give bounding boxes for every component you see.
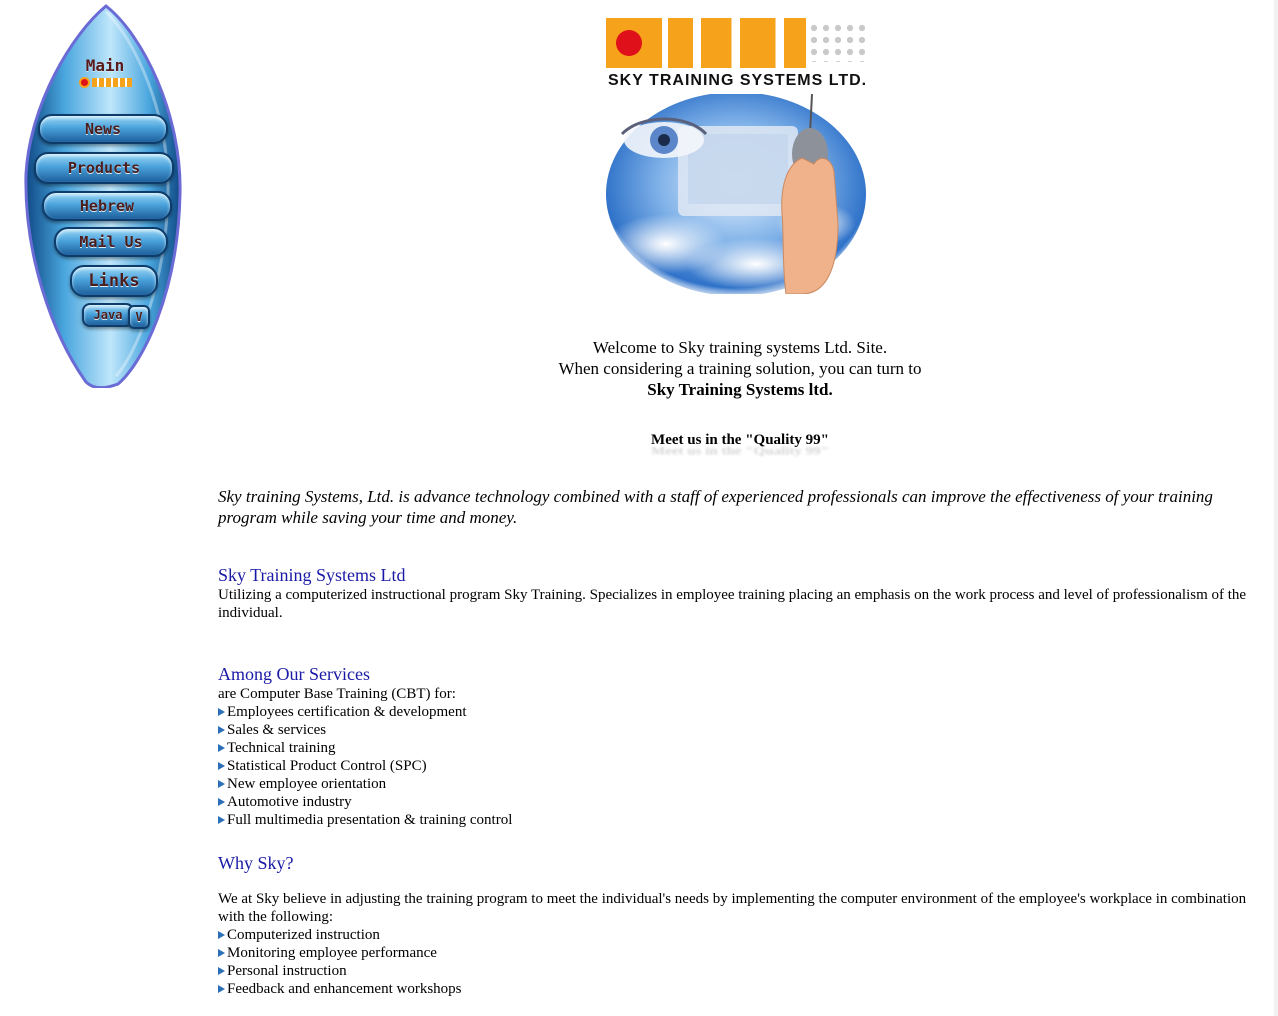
nav-java-button[interactable] [82,303,134,327]
list-item [218,926,1248,944]
bullet-arrow-icon [218,708,225,716]
main-button[interactable] [72,56,138,102]
services-heading: Among Our Services [218,664,370,684]
welcome-block [400,337,1080,400]
list-item-text: New employee orientation [227,776,387,792]
list-item-text: Full multimedia presentation & training control [227,812,513,828]
list-item-text: Sales & services [227,722,327,738]
sky-training-heading: Sky Training Systems Ltd [218,565,406,585]
list-item [218,944,1248,962]
list-item-text: Feedback and enhancement workshops [227,981,462,997]
nav-links-button[interactable] [70,265,158,297]
page-scrollbar[interactable] [1274,0,1278,1016]
why-sky-list [218,926,1248,998]
nav-news-button[interactable] [38,114,168,144]
list-item-text: Monitoring employee performance [227,945,437,961]
nav-hebrew-button[interactable] [42,191,172,221]
sky-training-section [218,564,1248,622]
list-item-text: Automotive industry [227,794,352,810]
quality-link-shadow: Meet us in the "Quality 99" [651,444,829,458]
sky-mini-logo-icon [79,77,132,88]
company-logo-text: SKY TRAINING SYSTEMS LTD. [608,72,868,89]
list-item-text: Employees certification & development [227,704,467,720]
nav-products-button[interactable] [34,152,174,184]
why-sky-text: We at Sky believe in adjusting the training program to meet the individual's needs by implementing the computer environment of the employee's workplace in combination with the following: [218,891,1247,925]
nav-mail-us-label: Mail Us [79,233,143,251]
main-label: Main [85,56,125,75]
welcome-company-name: Sky Training Systems ltd. [647,380,833,399]
nav-links-label: Links [88,271,140,291]
welcome-line-2: When considering a training solution, you can turn to [558,359,922,378]
nav-java-label: Java [93,308,123,322]
list-item [218,703,1248,721]
list-item [218,811,1248,829]
why-sky-section [218,852,1248,998]
list-item [218,980,1248,998]
list-item-text: Computerized instruction [227,927,380,943]
nav-hebrew-label: Hebrew [79,197,135,215]
header-logo [606,14,874,294]
list-item [218,775,1248,793]
list-item [218,757,1248,775]
services-list [218,703,1248,829]
quality-99-link[interactable]: Meet us in the "Quality 99" [651,432,829,448]
list-item-text: Statistical Product Control (SPC) [227,758,427,774]
bullet-arrow-icon [218,798,225,806]
bullet-arrow-icon [218,985,225,993]
list-item [218,739,1248,757]
nav-news-label: News [84,120,122,138]
hero-eye-hand-image [606,94,874,294]
welcome-line-1: Welcome to Sky training systems Ltd. Site. [592,338,888,357]
list-item [218,793,1248,811]
services-section [218,663,1248,829]
nav-java-v-label: V [135,310,143,324]
nav-java-v-button[interactable] [128,305,150,329]
nav-pod [22,4,184,388]
list-item-text: Technical training [227,740,336,756]
services-lead: are Computer Base Training (CBT) for: [218,686,456,702]
bullet-arrow-icon [218,931,225,939]
sky-logo-icon [606,18,826,70]
list-item [218,962,1248,980]
intro-paragraph: Sky training Systems, Ltd. is advance technology combined with a staff of experienced professionals can improve the effectiveness of your training program while saving your time and money. [218,487,1213,527]
bullet-arrow-icon [218,744,225,752]
nav-mail-us-button[interactable] [54,227,168,257]
list-item [218,721,1248,739]
sky-training-text: Utilizing a computerized instructional program Sky Training. Specializes in employee training placing an emphasis on the work process and level of professionalism of the individual. [218,587,1247,621]
bullet-arrow-icon [218,967,225,975]
list-item-text: Personal instruction [227,963,347,979]
nav-products-label: Products [67,159,141,177]
why-sky-heading: Why Sky? [218,853,294,873]
bullet-arrow-icon [218,762,225,770]
bullet-arrow-icon [218,780,225,788]
bullet-arrow-icon [218,949,225,957]
bullet-arrow-icon [218,726,225,734]
bullet-arrow-icon [218,816,225,824]
